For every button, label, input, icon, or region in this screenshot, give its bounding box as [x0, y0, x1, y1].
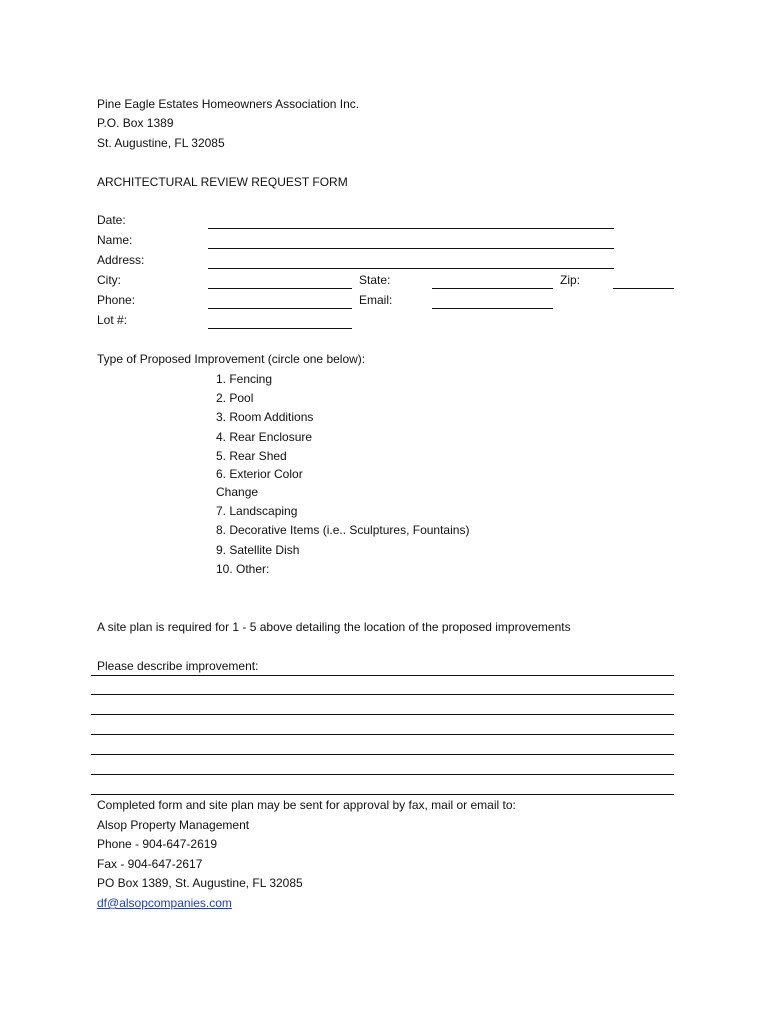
email-label: Email: [359, 293, 393, 307]
improvement-item: 6. Exterior Color [216, 467, 303, 481]
improvement-item: 9. Satellite Dish [216, 543, 300, 557]
describe-line[interactable] [91, 714, 674, 715]
improvement-item: 3. Room Additions [216, 410, 314, 424]
company-address: PO Box 1389, St. Augustine, FL 32085 [97, 876, 303, 890]
state-label: State: [359, 273, 391, 287]
zip-label: Zip: [560, 273, 581, 287]
association-po-box: P.O. Box 1389 [97, 116, 174, 130]
city-field[interactable] [208, 288, 352, 289]
improvement-item: 4. Rear Enclosure [216, 430, 313, 444]
form-title: ARCHITECTURAL REVIEW REQUEST FORM [97, 175, 348, 189]
association-name: Pine Eagle Estates Homeowners Association Inc. [97, 97, 360, 111]
date-field[interactable] [208, 228, 614, 229]
state-field[interactable] [432, 288, 553, 289]
email-field[interactable] [432, 308, 553, 309]
improvement-item: 1. Fencing [216, 372, 273, 386]
date-label: Date: [97, 213, 126, 227]
company-fax: Fax - 904-647-2617 [97, 857, 203, 871]
zip-field[interactable] [613, 288, 674, 289]
company-phone: Phone - 904-647-2619 [97, 837, 218, 851]
describe-line[interactable] [91, 794, 674, 795]
improvement-item: 5. Rear Shed [216, 449, 287, 463]
submission-intro: Completed form and site plan may be sent for approval by fax, mail or email to: [97, 798, 516, 812]
improvement-item: 8. Decorative Items (i.e.. Sculptures, Fountains) [216, 523, 470, 537]
describe-line[interactable] [91, 774, 674, 775]
site-plan-note: A site plan is required for 1 - 5 above detailing the location of the proposed improvements [97, 620, 571, 634]
describe-label: Please describe improvement: [97, 659, 259, 673]
email-link[interactable]: df@alsopcompanies.com [97, 896, 232, 910]
phone-label: Phone: [97, 293, 136, 307]
address-field[interactable] [208, 268, 614, 269]
association-city: St. Augustine, FL 32085 [97, 136, 225, 150]
describe-line[interactable] [91, 734, 674, 735]
improvement-item: 10. Other: [216, 562, 270, 576]
describe-line[interactable] [91, 675, 674, 676]
improvement-prompt: Type of Proposed Improvement (circle one below): [97, 352, 366, 366]
address-label: Address: [97, 253, 145, 267]
phone-field[interactable] [208, 308, 352, 309]
name-field[interactable] [208, 248, 614, 249]
improvement-item: 7. Landscaping [216, 504, 298, 518]
describe-line[interactable] [91, 694, 674, 695]
lot-label: Lot #: [97, 313, 128, 327]
company-name: Alsop Property Management [97, 818, 250, 832]
city-label: City: [97, 273, 121, 287]
describe-line[interactable] [91, 754, 674, 755]
name-label: Name: [97, 233, 133, 247]
improvement-item: 2. Pool [216, 391, 254, 405]
lot-field[interactable] [208, 328, 352, 329]
improvement-item: Change [216, 485, 259, 499]
